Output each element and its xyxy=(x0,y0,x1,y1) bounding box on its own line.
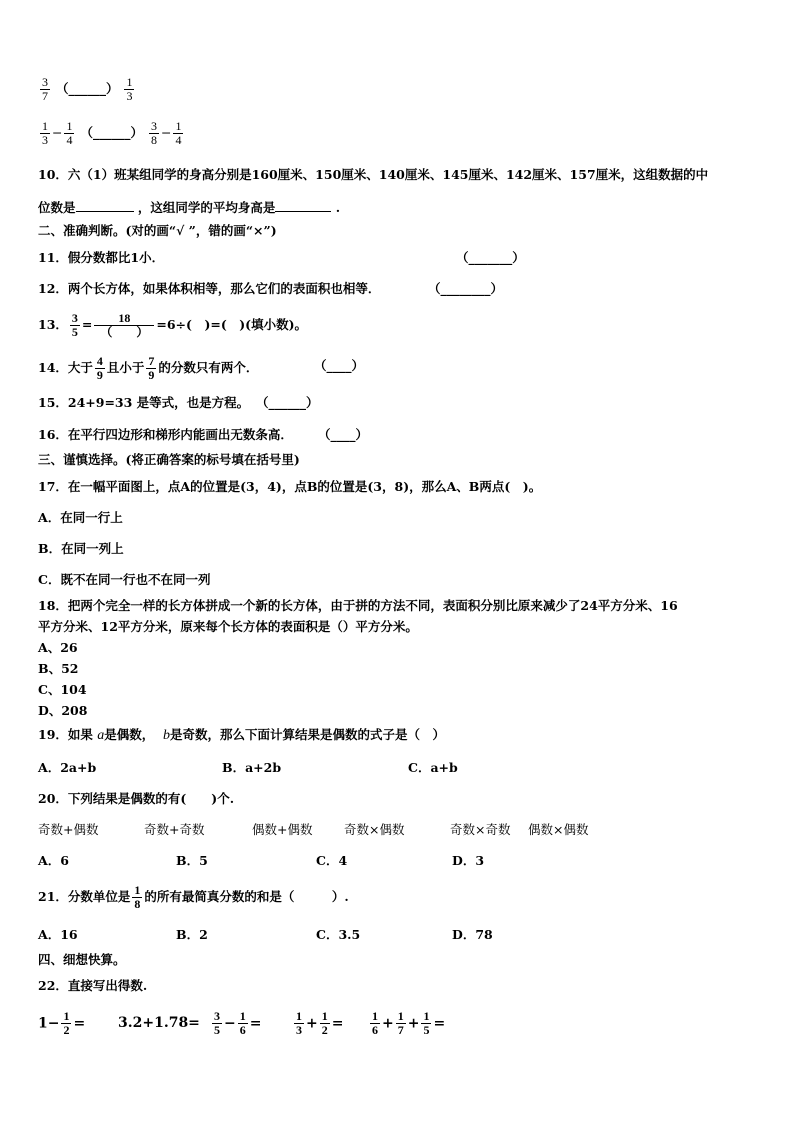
q10-line1: 10．六（1）班某组同学的身高分别是160厘米、150厘米、140厘米、145厘米、142厘米、157厘米，这组数据的中 xyxy=(38,167,709,182)
answer-blank[interactable]: （________） xyxy=(428,281,504,296)
section-3-heading: 三、谨慎选择。(将正确答案的标号填在括号里) xyxy=(38,452,300,467)
q11: 11．假分数都比1小． xyxy=(38,250,165,265)
option[interactable]: C．4 xyxy=(316,853,348,868)
option[interactable]: C．既不在同一行也不在同一列 xyxy=(38,572,211,587)
q9-row2: $\frac{1}{3}$ − $\frac{1}{4}$ （______） $\frac{3}{8}$ − $\frac{1}{4}$ xyxy=(42,119,182,147)
q20-item: 偶数+偶数 xyxy=(252,822,313,837)
q18-line2: 平方分米、12平方分米，原来每个长方体的表面积是（）平方分米。 xyxy=(38,619,418,634)
option[interactable]: A．在同一行上 xyxy=(38,510,123,525)
expression: 3.2+1.78= xyxy=(118,1015,200,1031)
option[interactable]: A、26 xyxy=(38,640,78,655)
option[interactable]: B．2 xyxy=(176,927,208,942)
q9-row1 xyxy=(38,76,136,103)
q22: 22．直接写出得数. xyxy=(38,978,148,993)
expression: $\frac{1}{3}$ + $\frac{1}{2}$ = xyxy=(296,1009,344,1037)
option[interactable]: D．3 xyxy=(452,853,485,868)
fraction: $\frac{1}{3}$ xyxy=(126,75,133,103)
expression: $\frac{3}{5}$ − $\frac{1}{6}$ = xyxy=(214,1009,262,1037)
section-2-heading: 二、准确判断。(对的画“√ ”，错的画“×”) xyxy=(38,223,277,238)
option[interactable]: D、208 xyxy=(38,703,88,718)
option[interactable]: B．a+2b xyxy=(222,760,282,775)
answer-blank[interactable] xyxy=(275,201,331,212)
fraction: $\frac{1}{4}$ xyxy=(175,119,182,147)
q10-line2: 位数是 ，这组同学的平均身高是 . xyxy=(38,200,341,215)
q20-item: 奇数+偶数 xyxy=(38,822,99,837)
expression: 1− $\frac{1}{2}$ = xyxy=(38,1009,86,1037)
option[interactable]: A．6 xyxy=(38,853,69,868)
q12: 12．两个长方体，如果体积相等，那么它们的表面积也相等． xyxy=(38,281,381,296)
option[interactable]: B．在同一列上 xyxy=(38,541,124,556)
fraction: $\frac{1}{4}$ xyxy=(66,119,73,147)
answer-blank[interactable] xyxy=(76,201,134,212)
fraction: $\frac{1}{3}$ xyxy=(42,119,48,147)
option[interactable]: C、104 xyxy=(38,682,87,697)
option[interactable]: C．3.5 xyxy=(316,927,361,942)
q20-item: 奇数+奇数 xyxy=(144,822,205,837)
answer-blank[interactable]: （____） xyxy=(314,358,365,373)
answer-blank[interactable]: （____） xyxy=(318,427,369,442)
option[interactable]: A．2a+b xyxy=(38,760,97,775)
answer-blank[interactable]: （_______） xyxy=(456,250,525,265)
q20-item: 奇数×偶数 xyxy=(344,822,405,837)
expression: $\frac{1}{6}$ + $\frac{1}{7}$ + $\frac{1}{5}$ = xyxy=(372,1009,446,1037)
q19: 19．如果 a是偶数， b是奇数，那么下面计算结果是偶数的式子是（ ） xyxy=(38,727,446,743)
option[interactable]: D．78 xyxy=(452,927,493,942)
q20: 20．下列结果是偶数的有( )个. xyxy=(38,791,235,806)
fraction: $\frac{3}{7}$ xyxy=(42,75,48,103)
q20-item: 奇数×奇数 xyxy=(450,822,511,837)
answer-blank[interactable]: （______） xyxy=(55,81,119,96)
q17: 17．在一幅平面图上，点A的位置是(3，4)，点B的位置是(3，8)，那么A、B两点( )。 xyxy=(38,479,542,494)
option[interactable]: B．5 xyxy=(176,853,208,868)
q20-item: 偶数×偶数 xyxy=(528,822,589,837)
q21: 21．分数单位是 $\frac{1}{8}$ 的所有最简真分数的和是（ ）. xyxy=(38,883,349,911)
q14: 14．大于 $\frac{4}{9}$ 且小于 $\frac{7}{9}$ 的分数只有两个． xyxy=(38,354,259,382)
option[interactable]: B、52 xyxy=(38,661,79,676)
fraction: $\frac{3}{8}$ xyxy=(150,119,157,147)
q18-line1: 18．把两个完全一样的长方体拼成一个新的长方体，由于拼的方法不同，表面积分别比原来减少了24平方分米、16 xyxy=(38,598,678,613)
option[interactable]: C．a+b xyxy=(408,760,458,775)
section-4-heading: 四、细想快算。 xyxy=(38,952,126,967)
q15: 15．24+9=33 是等式，也是方程。 xyxy=(38,395,250,410)
q16: 16．在平行四边形和梯形内能画出无数条高． xyxy=(38,427,293,442)
answer-blank[interactable]: （______） xyxy=(256,395,319,410)
q13: 13． $\frac{3}{5}$ = $\frac{18}{( )}$ =6÷( )=( )(填小数)。 xyxy=(38,311,307,339)
option[interactable]: A．16 xyxy=(38,927,78,942)
answer-blank[interactable]: （______） xyxy=(80,125,143,140)
